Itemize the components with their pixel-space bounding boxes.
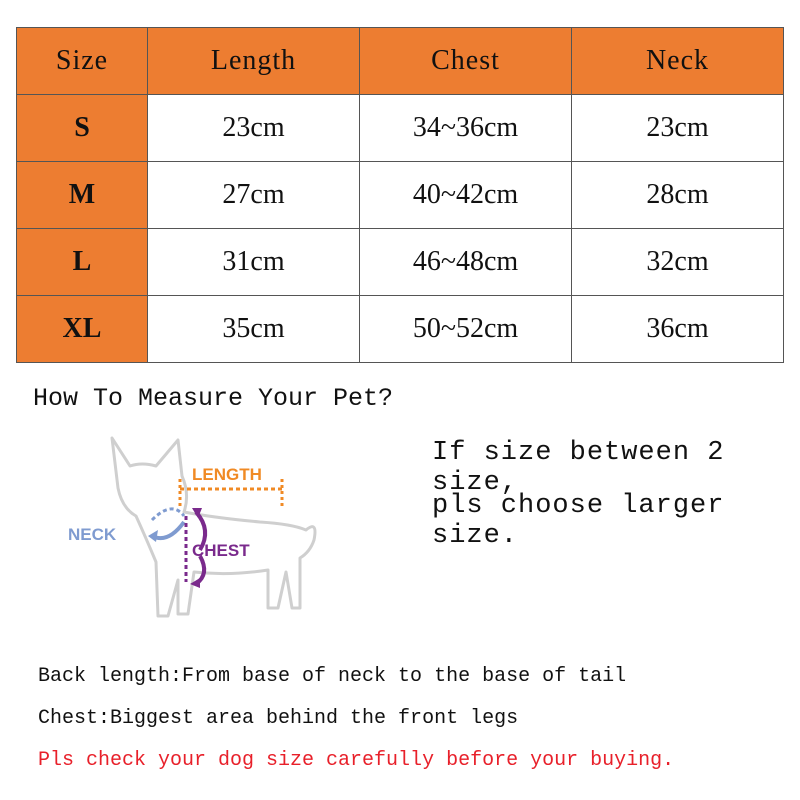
table-row — [17, 296, 784, 363]
length-cell: 31cm — [148, 229, 360, 296]
header-chest: Chest — [360, 28, 572, 95]
back-length-note: Back length:From base of neck to the base of tail — [38, 665, 627, 688]
warning-note: Pls check your dog size carefully before your buying. — [38, 749, 675, 772]
measure-heading: How To Measure Your Pet? — [33, 384, 394, 413]
table-row — [17, 95, 784, 162]
chest-cell: 34~36cm — [360, 95, 572, 162]
chest-cell: 50~52cm — [360, 296, 572, 363]
neck-cell: 32cm — [572, 229, 784, 296]
neck-cell: 36cm — [572, 296, 784, 363]
length-cell: 23cm — [148, 95, 360, 162]
neck-label: NECK — [68, 525, 117, 544]
table-header-row — [17, 28, 784, 95]
advice-line-2: pls choose larger size. — [432, 491, 725, 551]
length-label: LENGTH — [192, 465, 262, 484]
size-cell: M — [17, 162, 148, 229]
chest-label: CHEST — [192, 541, 250, 560]
length-cell: 35cm — [148, 296, 360, 363]
neck-cell: 23cm — [572, 95, 784, 162]
table-row — [17, 229, 784, 296]
header-size: Size — [17, 28, 148, 95]
size-chart-table — [16, 27, 784, 363]
header-neck: Neck — [572, 28, 784, 95]
dog-measurement-diagram — [60, 432, 330, 652]
chest-cell: 46~48cm — [360, 229, 572, 296]
size-cell: S — [17, 95, 148, 162]
chest-cell: 40~42cm — [360, 162, 572, 229]
length-cell: 27cm — [148, 162, 360, 229]
size-cell: L — [17, 229, 148, 296]
header-length: Length — [148, 28, 360, 95]
chest-note: Chest:Biggest area behind the front legs — [38, 707, 519, 730]
table-row — [17, 162, 784, 229]
advice-line-1: If size between 2 size, — [432, 438, 725, 498]
neck-cell: 28cm — [572, 162, 784, 229]
size-cell: XL — [17, 296, 148, 363]
